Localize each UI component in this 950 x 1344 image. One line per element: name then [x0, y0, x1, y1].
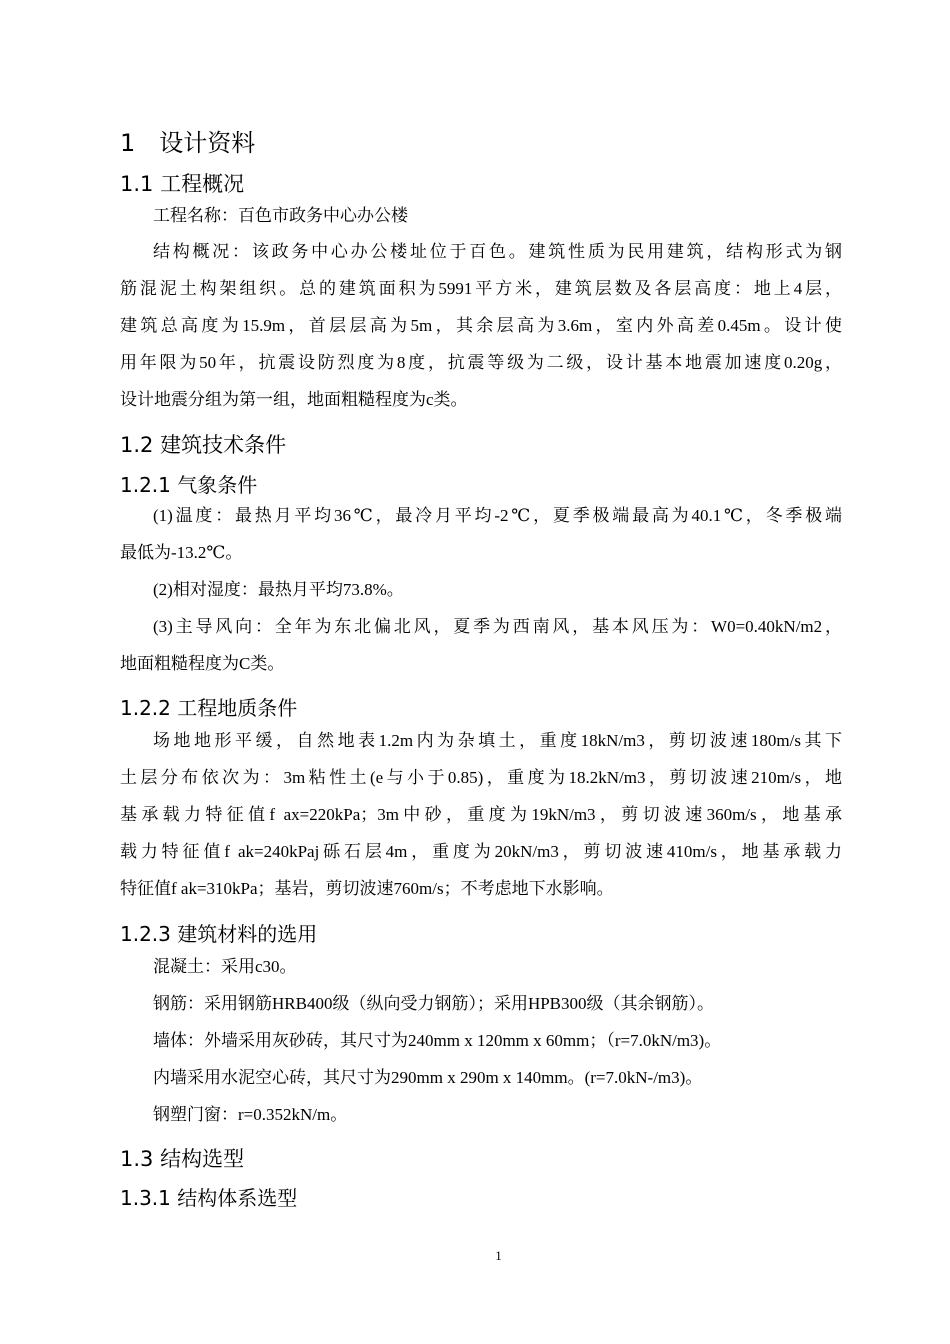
rebar-line: 钢筋：采用钢筋HRB400级（纵向受力钢筋）；采用HPB300级（其余钢筋）。: [153, 994, 715, 1013]
wind-line: (3)主导风向：全年为东北偏北风，夏季为西南风，基本风压为：W0=0.40kN/m2，: [153, 617, 842, 636]
geology-paragraph-line: 基承载力特征值f ax=220kPa；3m中砂，重度为19kN/m3，剪切波速360m/s，地基承: [120, 805, 842, 824]
temperature-line: (1)温度：最热月平均36℃，最冷月平均-2℃，夏季极端最高为40.1℃，冬季极端: [153, 506, 842, 525]
outer-wall-line: 墙体：外墙采用灰砂砖，其尺寸为240mm x 120mm x 60mm；（r=7.0kN/m3)。: [153, 1031, 722, 1050]
concrete-line: 混凝土：采用c30。: [153, 957, 297, 976]
heading-geology-conditions: 1.2.2 工程地质条件: [120, 696, 298, 720]
heading-structure-selection: 1.3 结构选型: [120, 1147, 245, 1171]
inner-wall-line: 内墙采用水泥空心砖，其尺寸为290mm x 290m x 140mm。(r=7.0kN-/m3)。: [153, 1068, 703, 1087]
overview-paragraph-line: 设计地震分组为第一组，地面粗糙程度为c类。: [120, 390, 468, 409]
wind-line: 地面粗糙程度为C类。: [120, 654, 285, 673]
heading-design-data: 1 设计资料: [120, 129, 256, 157]
overview-paragraph-line: 筋混泥土构架组织。总的建筑面积为5991平方米，建筑层数及各层高度：地上4层，: [120, 279, 842, 298]
humidity-line: (2)相对湿度：最热月平均73.8%。: [153, 580, 404, 599]
geology-paragraph-line: 载力特征值f ak=240kPaj砾石层4m，重度为20kN/m3，剪切波速410m/s，地基承载力: [120, 842, 842, 861]
window-line: 钢塑门窗：r=0.352kN/m。: [153, 1105, 348, 1124]
overview-paragraph-line: 用年限为50年，抗震设防烈度为8度，抗震等级为二级，设计基本地震加速度0.20g，: [120, 353, 842, 372]
heading-material-selection: 1.2.3 建筑材料的选用: [120, 922, 318, 946]
overview-paragraph-line: 结构概况：该政务中心办公楼址位于百色。建筑性质为民用建筑，结构形式为钢: [153, 242, 842, 261]
geology-paragraph-line: 场地地形平缓，自然地表1.2m内为杂填土，重度18kN/m3，剪切波速180m/s其下: [153, 731, 842, 750]
heading-structure-system: 1.3.1 结构体系选型: [120, 1186, 298, 1210]
overview-paragraph-line: 建筑总高度为15.9m，首层层高为5m，其余层高为3.6m，室内外高差0.45m。设计使: [120, 316, 842, 335]
project-name-line: 工程名称：百色市政务中心办公楼: [153, 206, 408, 225]
heading-technical-conditions: 1.2 建筑技术条件: [120, 433, 287, 457]
temperature-line: 最低为-13.2℃。: [120, 543, 243, 562]
geology-paragraph-line: 特征值f ak=310kPa；基岩，剪切波速760m/s；不考虑地下水影响。: [120, 879, 614, 898]
heading-project-overview: 1.1 工程概况: [120, 172, 245, 196]
page-number: 1: [495, 1248, 502, 1263]
heading-weather-conditions: 1.2.1 气象条件: [120, 473, 258, 497]
geology-paragraph-line: 土层分布依次为：3m粘性土(e与小于0.85)，重度为18.2kN/m3，剪切波速210m/s，地: [120, 768, 842, 787]
